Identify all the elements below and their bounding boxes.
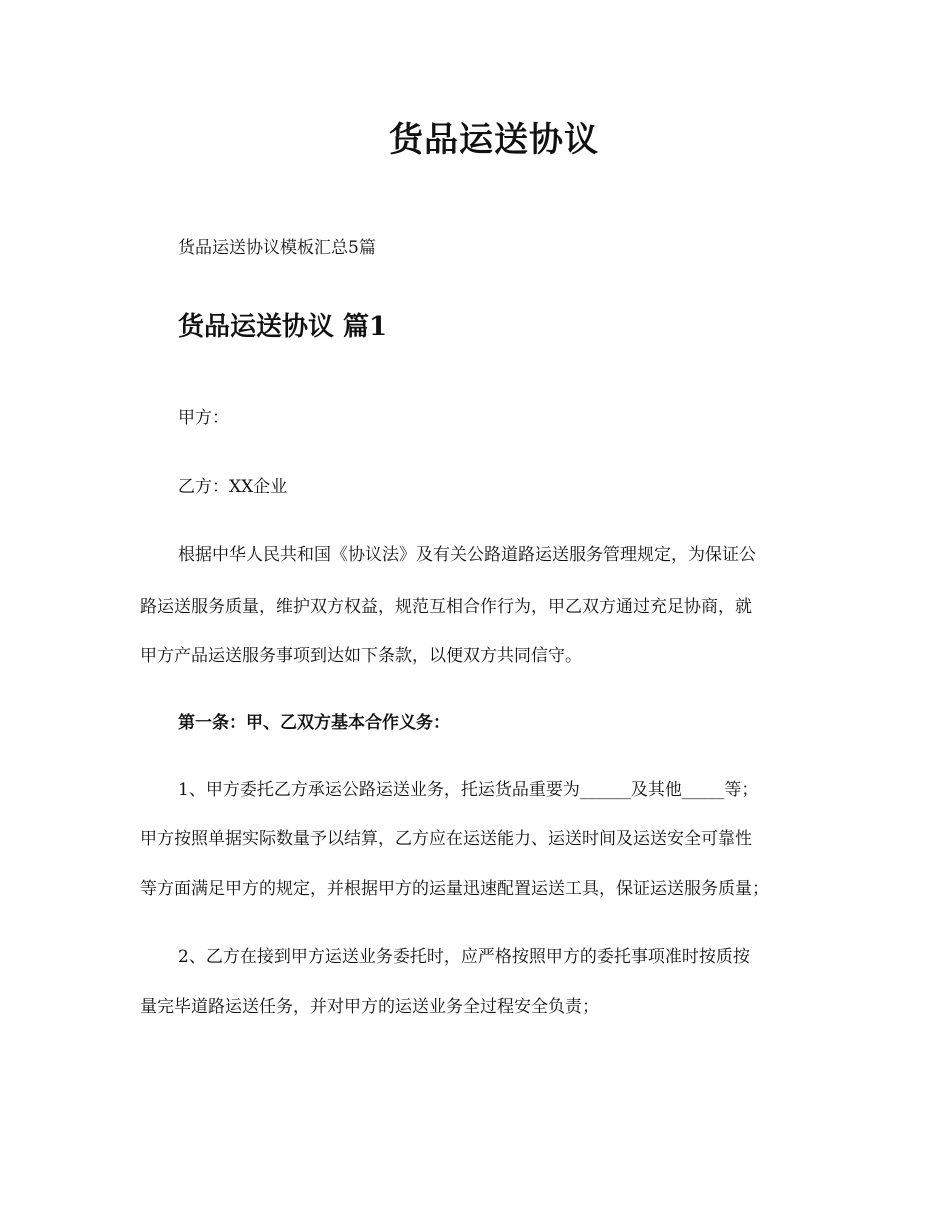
clause-2-line: 量完毕道路运送任务，并对甲方的运送业务全过程安全负责； — [140, 997, 599, 1017]
clause-1-line: 等方面满足甲方的规定，并根据甲方的运量迅速配置运送工具，保证运送服务质量； — [140, 879, 769, 899]
article-heading: 第一条：甲、乙双方基本合作义务： — [178, 713, 450, 733]
clause-1-line: 1、甲方委托乙方承运公路运送业务，托运货品重要为______及其他_____等； — [178, 780, 759, 800]
document-subtitle: 货品运送协议模板汇总5篇 — [178, 238, 376, 258]
section-heading: 货品运送协议 篇1 — [178, 312, 388, 342]
document-title: 货品运送协议 — [389, 120, 599, 160]
clause-1-line: 甲方按照单据实际数量予以结算，乙方应在运送能力、运送时间及运送安全可靠性 — [140, 829, 752, 849]
intro-line: 根据中华人民共和国《协议法》及有关公路道路运送服务管理规定，为保证公 — [178, 545, 756, 565]
party-b-line: 乙方：XX企业 — [178, 477, 288, 497]
party-a-line: 甲方： — [178, 408, 229, 428]
clause-2-line: 2、乙方在接到甲方运送业务委托时，应严格按照甲方的委托事项准时按质按 — [178, 947, 750, 967]
intro-line: 甲方产品运送服务事项到达如下条款，以便双方共同信守。 — [140, 646, 582, 666]
intro-line: 路运送服务质量，维护双方权益，规范互相合作行为，甲乙双方通过充足协商，就 — [140, 597, 752, 617]
